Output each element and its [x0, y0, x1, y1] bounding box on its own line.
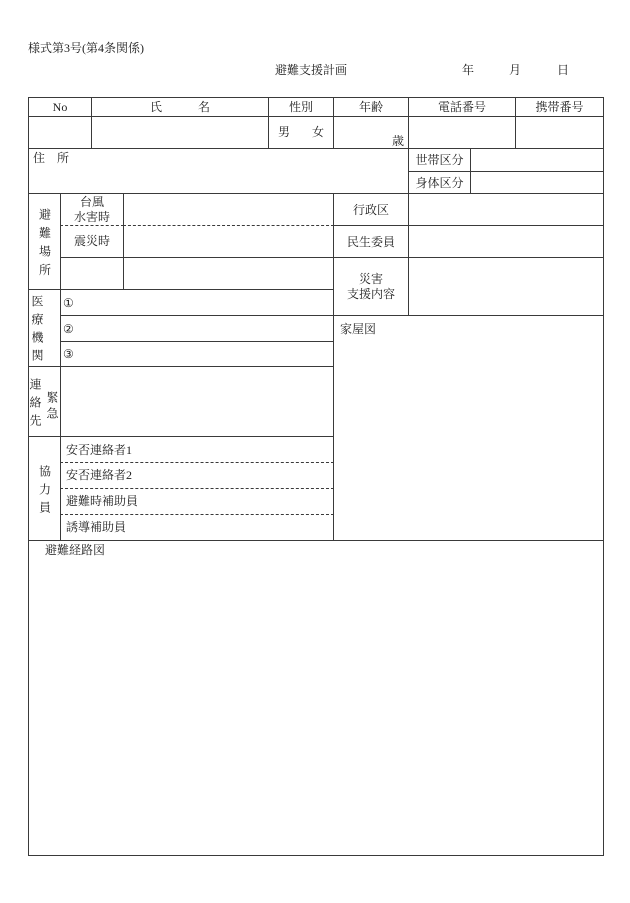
- cooperator-role-label: 誘導補助員: [66, 520, 127, 534]
- district-field: [408, 193, 604, 226]
- evacuation-site-label: 避難場所: [37, 207, 52, 282]
- header-age: 年齢: [333, 97, 409, 117]
- flood-label-line: 水害時: [73, 209, 110, 224]
- no-field: [28, 116, 92, 149]
- header-name: [91, 97, 269, 117]
- evacuation-route-map-area: [28, 540, 604, 856]
- disaster-support-label-text: [347, 272, 395, 302]
- date-month-label: 月: [509, 63, 522, 77]
- household-category-field: [470, 148, 604, 172]
- typhoon-flood-label: [60, 193, 124, 226]
- medical-institution-number: ③: [63, 347, 74, 361]
- physical-category-label: 身体区分: [408, 171, 471, 194]
- age-unit: 歳: [391, 134, 404, 148]
- medical-institution-row: [60, 289, 334, 316]
- earthquake-label: 震災時: [60, 225, 124, 258]
- form-number: 様式第3号(第4条関係): [28, 41, 144, 55]
- header-phone: 電話番号: [408, 97, 516, 117]
- medical-institution-label-cell: [28, 289, 61, 367]
- district-label: 行政区: [333, 193, 409, 226]
- evacuation-route-map-label: 避難経路図: [45, 543, 106, 557]
- cooperator-row: [60, 436, 334, 463]
- disaster-support-label: [333, 257, 409, 316]
- header-no: No: [28, 97, 92, 117]
- evacuation-site-label-cell: [28, 193, 61, 290]
- welfare-commissioner-label: 民生委員: [333, 225, 409, 258]
- cooperator-role-label: 安否連絡者1: [66, 442, 133, 457]
- typhoon-label-line: 台風: [79, 194, 104, 209]
- medical-institution-label: 医療機関: [30, 295, 44, 367]
- header-mobile: 携帯番号: [515, 97, 604, 117]
- typhoon-flood-label-text: [74, 195, 110, 225]
- gender-female-option: 女: [311, 124, 324, 139]
- header-gender: 性別: [268, 97, 334, 117]
- disaster-label-line: 災害: [358, 271, 383, 286]
- gender-male-option: 男: [278, 124, 291, 139]
- form-title: 避難支援計画: [275, 63, 348, 77]
- emergency-contact-label-cell: [28, 366, 61, 437]
- cooperator-role-label: 避難時補助員: [66, 494, 139, 508]
- mobile-field: [515, 116, 604, 149]
- phone-field: [408, 116, 516, 149]
- gender-field: [268, 116, 334, 149]
- house-map-area: [333, 315, 604, 541]
- name-field: [91, 116, 269, 149]
- cooperator-row: [60, 514, 334, 541]
- typhoon-flood-site-field: [123, 193, 334, 226]
- address-field: [28, 148, 409, 194]
- support-content-label-line: 支援内容: [346, 286, 395, 301]
- household-category-label: 世帯区分: [408, 148, 471, 172]
- welfare-commissioner-field: [408, 225, 604, 258]
- physical-category-field: [470, 171, 604, 194]
- emergency-contact-label-right: 緊急: [45, 390, 59, 423]
- other-site-label-cell: [60, 257, 124, 290]
- earthquake-site-field: [123, 225, 334, 258]
- date-year-label: 年: [462, 63, 475, 77]
- disaster-support-field: [408, 257, 604, 316]
- header-name-char-1: 氏: [149, 100, 162, 114]
- medical-institution-number: ②: [63, 321, 74, 336]
- cooperator-label: 協力員: [37, 464, 52, 519]
- medical-institution-row: [60, 341, 334, 367]
- medical-institution-number: ①: [63, 295, 74, 310]
- header-name-char-2: 名: [198, 100, 211, 114]
- address-label: 住 所: [33, 151, 70, 165]
- cooperator-label-cell: [28, 436, 61, 541]
- emergency-contact-field: [60, 366, 334, 437]
- medical-institution-row: [60, 315, 334, 342]
- date-day-label: 日: [557, 63, 570, 77]
- other-site-field: [123, 257, 334, 290]
- emergency-contact-label-left: 連絡先: [28, 377, 42, 432]
- cooperator-row: [60, 488, 334, 515]
- cooperator-row: [60, 462, 334, 489]
- age-field: [333, 116, 409, 149]
- house-map-label: 家屋図: [340, 322, 377, 336]
- cooperator-role-label: 安否連絡者2: [66, 468, 133, 482]
